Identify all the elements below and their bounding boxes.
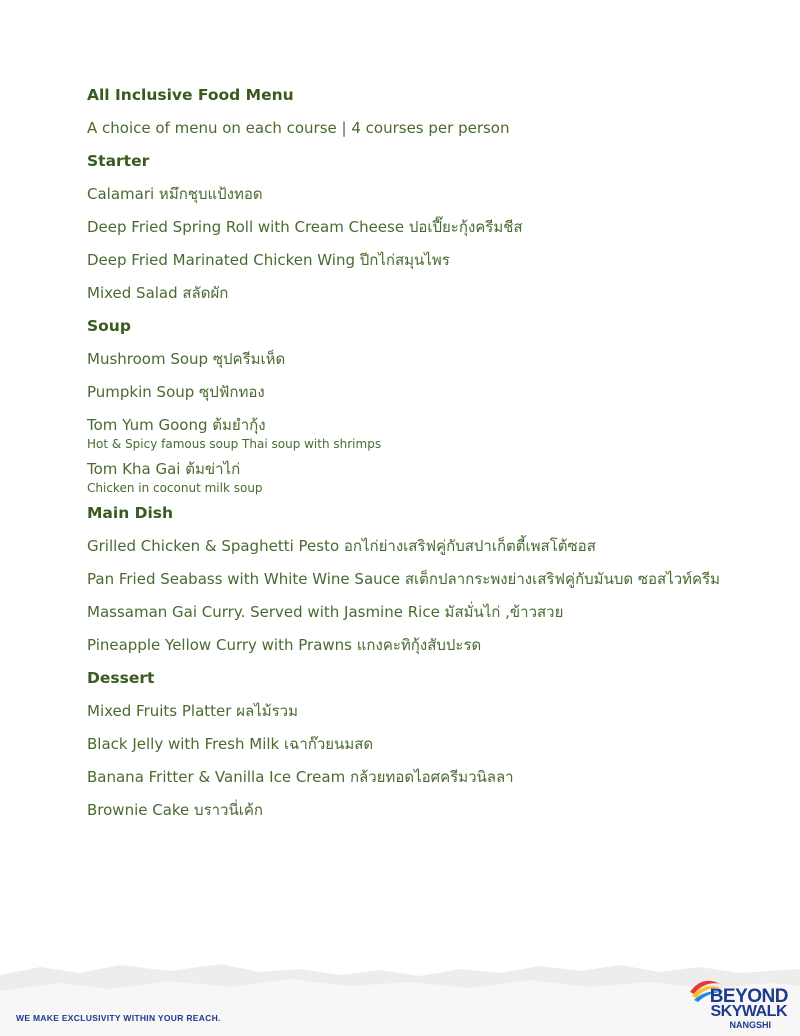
menu-item: Grilled Chicken & Spaghetti Pesto อกไก่ย่างเสริฟคู่กับสปาเก็ตตี้เพสโต้ซอส — [87, 537, 596, 555]
menu-item: Deep Fried Spring Roll with Cream Cheese ปอเปี๊ยะกุ้งครีมชีส — [87, 218, 523, 236]
menu-subtitle: A choice of menu on each course | 4 courses per person — [87, 119, 510, 137]
menu-item: Pan Fried Seabass with White Wine Sauce สเต็กปลากระพงย่างเสริฟคู่กับมันบด ซอสไวท์ครีม — [87, 570, 721, 588]
mountain-silhouette — [0, 961, 800, 1036]
menu-item-description: Chicken in coconut milk soup — [87, 481, 263, 495]
menu-item: Tom Kha Gai ต้มข่าไก่ — [87, 460, 241, 478]
menu-item: Banana Fritter & Vanilla Ice Cream กล้วยทอดไอศครีมวนิลลา — [87, 768, 514, 786]
menu-item: Mushroom Soup ซุปครีมเห็ด — [87, 350, 286, 368]
menu-item: Mixed Salad สลัดผัก — [87, 284, 229, 302]
menu-content — [87, 84, 777, 821]
brand-logo — [688, 974, 788, 1032]
menu-item: Calamari หมึกชุบแป้งทอด — [87, 185, 263, 203]
menu-item: Brownie Cake บราวนี่เค้ก — [87, 801, 263, 819]
menu-item: Pumpkin Soup ซุปฟักทอง — [87, 383, 265, 401]
menu-title: All Inclusive Food Menu — [87, 86, 294, 104]
section-heading-dessert: Dessert — [87, 669, 155, 687]
menu-item-description: Hot & Spicy famous soup Thai soup with shrimps — [87, 437, 382, 451]
menu-item: Mixed Fruits Platter ผลไม้รวม — [87, 702, 298, 720]
footer-tagline: WE MAKE EXCLUSIVITY WITHIN YOUR REACH. — [16, 1013, 221, 1023]
menu-item: Deep Fried Marinated Chicken Wing ปีกไก่สมุนไพร — [87, 251, 450, 269]
page-footer — [0, 926, 800, 1036]
section-heading-main: Main Dish — [87, 504, 174, 522]
section-heading-starter: Starter — [87, 152, 150, 170]
logo-text-line1: BEYOND — [709, 986, 788, 1007]
logo-text-line3: NANGSHI — [729, 1020, 771, 1030]
section-heading-soup: Soup — [87, 317, 131, 335]
menu-item: Massaman Gai Curry. Served with Jasmine Rice มัสมั่นไก่ ,ข้าวสวย — [87, 603, 564, 621]
menu-item: Tom Yum Goong ต้มยำกุ้ง — [87, 416, 266, 434]
menu-item: Pineapple Yellow Curry with Prawns แกงคะทิกุ้งสับปะรด — [87, 636, 482, 654]
menu-item: Black Jelly with Fresh Milk เฉาก๊วยนมสด — [87, 735, 374, 753]
logo-text-line2: SKYWALK — [710, 1003, 787, 1020]
